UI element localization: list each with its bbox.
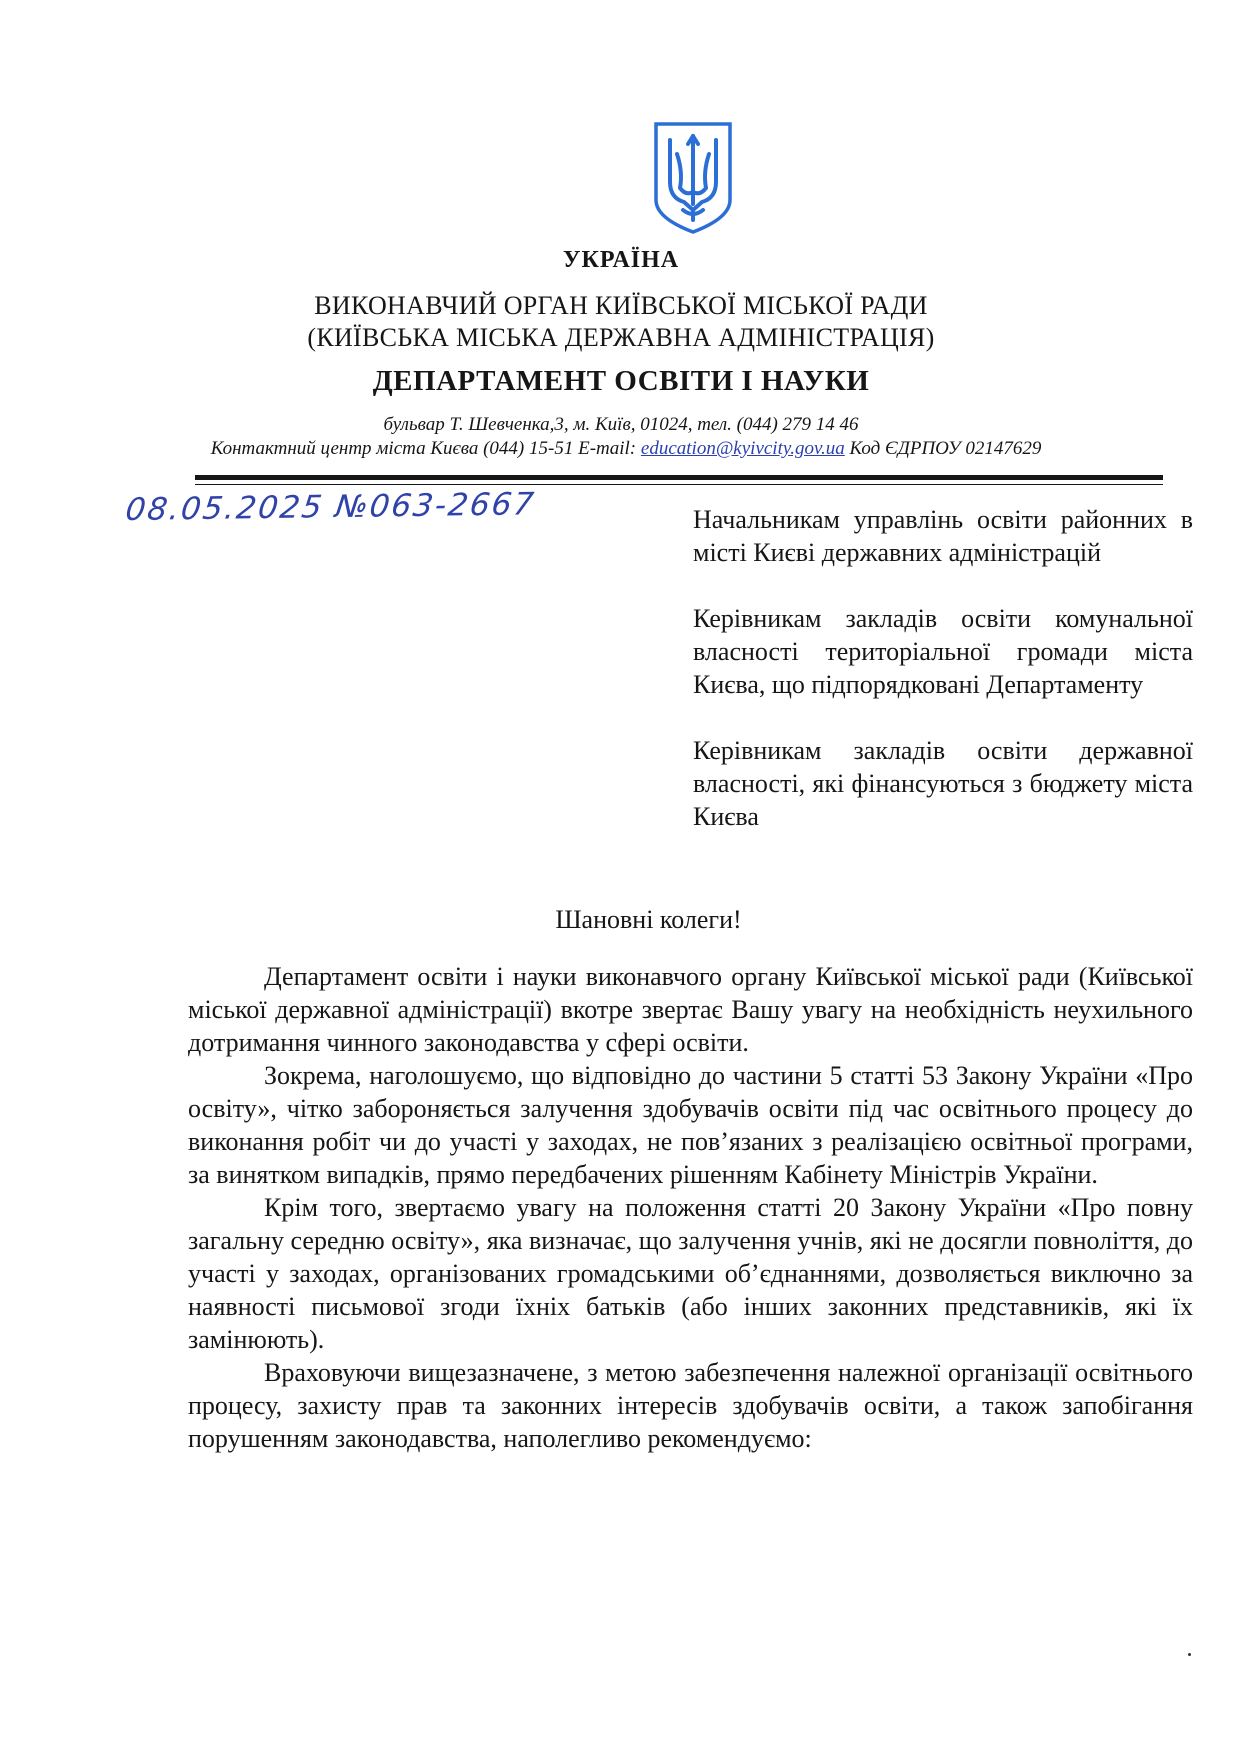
salutation: Шановні колеги! — [555, 905, 742, 934]
contact-center: Контактний центр міста Києва (044) 15-51 E-mail: — [210, 438, 637, 459]
header-divider-thick — [195, 475, 1163, 480]
letter-body — [188, 960, 1193, 1455]
issuing-authority — [0, 290, 1242, 354]
coat-of-arms-trident-icon — [650, 118, 736, 236]
edrpou-code: Код ЄДРПОУ 02147629 — [849, 438, 1042, 459]
body-paragraph: Враховуючи вищезазначене, з метою забезпечення належної організації освітнього процесу, захисту прав та законних інтересів здобувачів освіти, а також запобігання порушенням законодавства, наполегливо рекомендуємо: — [188, 1358, 1193, 1453]
authority-name: ВИКОНАВЧИЙ ОРГАН КИЇВСЬКОЇ МІСЬКОЇ РАДИ — [314, 291, 928, 320]
department-title: ДЕПАРТАМЕНТ ОСВІТИ І НАУКИ — [372, 365, 870, 397]
address-line: бульвар Т. Шевченка,3, м. Київ, 01024, тел. (044) 279 14 46 — [383, 414, 859, 435]
authority-alt-name: (КИЇВСЬКА МІСЬКА ДЕРЖАВНА АДМІНІСТРАЦІЯ) — [307, 323, 935, 352]
body-paragraph: Крім того, звертаємо увагу на положення статті 20 Закону України «Про повну загальну середню освіту», яка визначає, що залучення учнів, які не досягли повноліття, до участі у заходах, організованих громадськими об’єднаннями, дозволяється виключно за наявності письмової згоди їхніх батьків (або інших законних представників, які їх замінюють). — [188, 1193, 1193, 1354]
contact-block — [0, 413, 1242, 461]
body-paragraph: Зокрема, наголошуємо, що відповідно до частини 5 статті 53 Закону України «Про освіту», чітко забороняється залучення здобувачів освіти під час освітнього процесу до виконання робіт чи до участі у заходах, не пов’язаних з реалізацією освітньої програми, за винятком випадків, прямо передбачених рішенням Кабінету Міністрів України. — [188, 1061, 1193, 1189]
addressee-item: Керівникам закладів освіти державної власності, які фінансуються з бюджету міста Києва — [693, 736, 1193, 831]
country-title: УКРАЇНА — [562, 247, 680, 273]
body-paragraph: Департамент освіти і науки виконавчого органу Київської міської ради (Київської міської державної адміністрації) вкотре звертає Вашу увагу на необхідність неухильного дотримання чинного законодавства у сфері освіти. — [188, 962, 1193, 1057]
scan-speck — [1188, 1653, 1191, 1656]
addressee-item: Керівникам закладів освіти комунальної власності територіальної громади міста Києва, що підпорядковані Департаменту — [693, 604, 1193, 699]
header-divider-thin — [195, 484, 1163, 485]
addressee-item: Начальникам управлінь освіти районних в місті Києві державних адміністрацій — [693, 505, 1193, 567]
addressee-block — [693, 503, 1193, 866]
contact-center-line — [0, 437, 1242, 461]
email-link[interactable]: education@kyivcity.gov.ua — [640, 438, 845, 459]
handwritten-registration-number: 08.05.2025 №063-2667 — [123, 486, 538, 528]
